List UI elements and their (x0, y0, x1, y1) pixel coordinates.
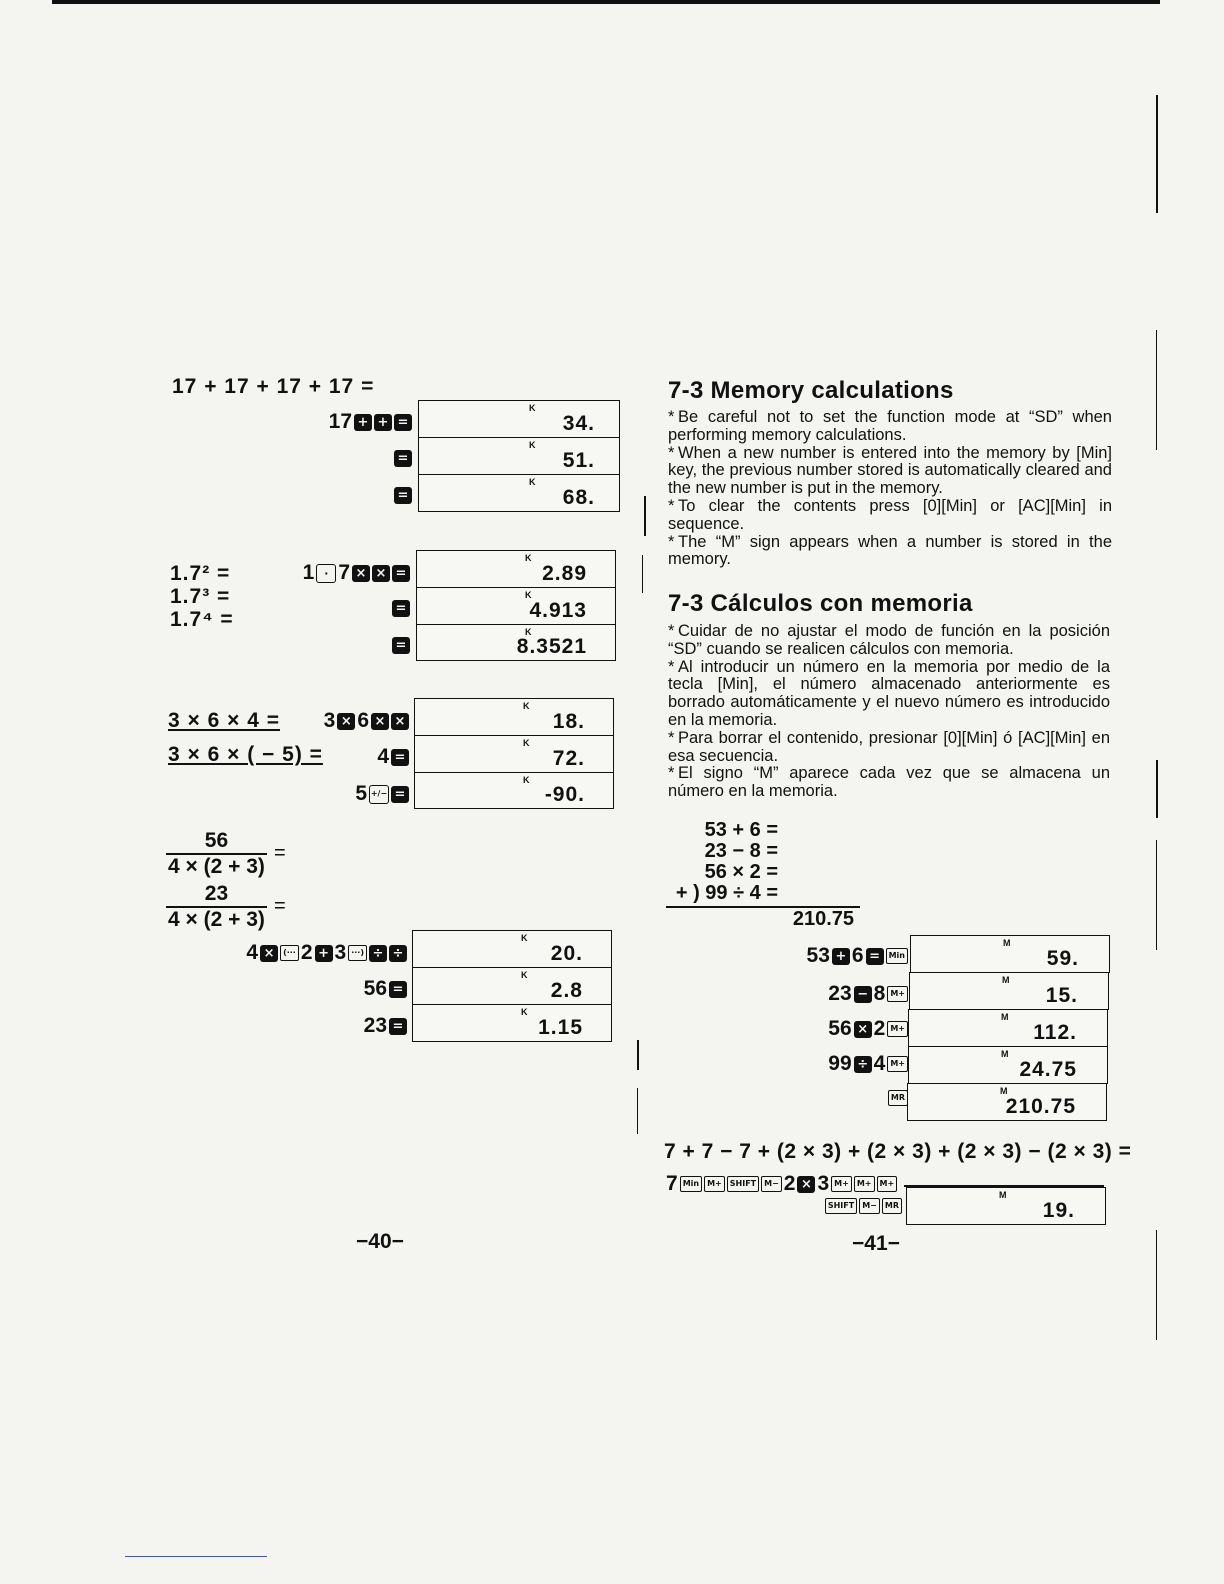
final-keys-row2 (825, 1198, 902, 1214)
note-es-4: * El signo “M” aparece cada vez que se almacena un número en la memoria. (668, 764, 1110, 801)
heading-memory-calculations: 7-3 Memory calculations (668, 377, 954, 404)
display-value: 72. (552, 747, 585, 770)
divide-key: ÷ (369, 945, 387, 962)
binding-mark (637, 1040, 639, 1070)
ex2-keys-row2 (392, 600, 410, 617)
ex2-problem-1: 1.7² = (170, 562, 231, 585)
display-value: 68. (562, 486, 595, 509)
right-margin-mark (1156, 1230, 1157, 1340)
min-key: Min (886, 948, 908, 964)
ex4-keys-row2 (364, 977, 407, 1001)
display-value: 210.75 (1005, 1095, 1076, 1118)
m-plus-key: M+ (831, 1176, 852, 1192)
display-mem-3 (908, 1009, 1108, 1047)
times-key: × (391, 713, 409, 730)
display-mem-1 (910, 935, 1110, 973)
binding-mark (642, 555, 643, 593)
display-mem-4 (908, 1046, 1108, 1084)
ex4-eq-1: = (274, 842, 286, 864)
display-ex2-1 (416, 550, 616, 588)
key-digits: 23 (363, 1014, 387, 1037)
m-indicator: M (999, 1190, 1007, 1200)
display-value: 8.3521 (516, 635, 587, 658)
k-indicator: K (529, 477, 536, 487)
key-digits: 2 (873, 1017, 886, 1040)
mr-key: MR (888, 1090, 908, 1106)
equals-key: = (389, 981, 407, 998)
note-text: The “M” sign appears when a number is stored in the memory. (668, 532, 1112, 569)
k-indicator: K (525, 553, 532, 563)
ex1-problem: 17 + 17 + 17 + 17 = (172, 375, 375, 398)
times-key: × (372, 565, 390, 582)
equals-key: = (392, 637, 410, 654)
equals-key: = (394, 414, 412, 431)
k-indicator: K (529, 403, 536, 413)
m-indicator: M (1001, 1012, 1009, 1022)
notes-english (668, 409, 1112, 569)
display-value: 34. (562, 412, 595, 435)
note-text: El signo “M” aparece cada vez que se almacena un número en la memoria. (668, 764, 1110, 801)
close-paren-key: ···) (348, 945, 367, 961)
note-en-4: * The “M” sign appears when a number is stored in the memory. (668, 532, 1112, 569)
display-value: 15. (1045, 984, 1078, 1007)
display-value: 18. (552, 710, 585, 733)
display-value: 51. (562, 449, 595, 472)
key-digits: 1 (302, 561, 315, 584)
display-ex3-2 (414, 735, 614, 773)
display-value: 112. (1033, 1021, 1077, 1044)
k-indicator: K (523, 701, 530, 711)
ex2-problem-3: 1.7⁴ = (170, 608, 234, 631)
k-indicator: K (525, 627, 532, 637)
shift-key: SHIFT (825, 1198, 857, 1214)
k-indicator: K (525, 590, 532, 600)
sum-line-1: 53 + 6 = (704, 819, 778, 841)
key-digits: 7 (666, 1172, 678, 1195)
key-digits: 23 (828, 982, 852, 1005)
k-indicator: K (523, 738, 530, 748)
shift-key: SHIFT (727, 1176, 759, 1192)
key-digits: 17 (328, 410, 352, 433)
display-ex4-3 (412, 1004, 612, 1042)
times-key: × (854, 1021, 872, 1038)
key-digits: 8 (873, 982, 886, 1005)
denominator: 4 × (2 + 3) (168, 908, 265, 931)
divide-key: ÷ (389, 945, 407, 962)
m-indicator: M (1000, 1086, 1008, 1096)
mem-keys-row2 (828, 982, 908, 1006)
m-plus-key: M+ (877, 1176, 898, 1192)
right-margin-mark (1156, 840, 1157, 950)
denominator: 4 × (2 + 3) (168, 855, 265, 878)
ex2-keys-row3 (392, 637, 410, 654)
key-digits: 56 (363, 977, 387, 1000)
numerator: 23 (204, 882, 229, 905)
ex1-keys-row2 (394, 450, 412, 467)
display-ex2-3 (416, 624, 616, 661)
key-digits: 3 (323, 709, 336, 732)
note-text: Al introducir un número en la memoria por medio de la tecla [Min], el número almacenado anteriormente es borrado automáticamente y el nuevo número es introducido en la memoria. (668, 657, 1110, 729)
mem-keys-row5 (888, 1090, 908, 1106)
key-digits: 4 (246, 941, 259, 964)
equals-key: = (394, 450, 412, 467)
plus-key: + (315, 945, 333, 962)
sum-line-4: + ) 99 ÷ 4 = (675, 882, 778, 904)
times-key: × (797, 1176, 815, 1193)
m-indicator: M (1003, 938, 1011, 948)
plus-key: + (374, 414, 392, 431)
sum-line-3: 56 × 2 = (704, 861, 778, 883)
plus-minus-key: +/− (369, 785, 389, 804)
k-indicator: K (529, 440, 536, 450)
notes-spanish (668, 623, 1110, 801)
key-digits: 2 (300, 941, 313, 964)
ex3-keys-row1 (324, 709, 409, 733)
equals-key: = (391, 749, 409, 766)
heading-calculos-con-memoria: 7-3 Cálculos con memoria (668, 590, 973, 617)
ex3-keys-row3 (355, 782, 409, 806)
plus-key: + (354, 414, 372, 431)
key-digits: 6 (357, 709, 369, 732)
note-en-1: * Be careful not to set the function mode at “SD” when performing memory calculations. (668, 408, 1112, 444)
m-minus-key: M− (859, 1198, 880, 1214)
ex1-keys-row1 (329, 410, 412, 434)
display-final (906, 1187, 1106, 1225)
ex3-keys-row2 (377, 745, 409, 769)
times-key: × (260, 945, 278, 962)
key-digits: 2 (783, 1172, 796, 1195)
m-indicator: M (1001, 1049, 1009, 1059)
mem-keys-row4 (828, 1052, 908, 1076)
right-margin-mark (1156, 95, 1158, 213)
display-value: 2.8 (550, 979, 583, 1002)
display-value: -90. (544, 783, 585, 806)
key-digits: 4 (873, 1052, 886, 1075)
page-number-right: −41− (852, 1232, 900, 1255)
note-es-2: * Al introducir un número en la memoria por medio de la tecla [Min], el número almacenado anteriormente es borrado automáticamente y el nuevo número es introducido en la memoria. (668, 657, 1110, 729)
times-key: × (352, 565, 370, 582)
right-margin-mark (1156, 330, 1157, 450)
equals-key: = (392, 565, 410, 582)
key-digits: 6 (851, 944, 864, 967)
display-ex1-2 (418, 437, 620, 475)
note-text: Para borrar el contenido, presionar [0][Min] ó [AC][Min] en esa secuencia. (668, 728, 1110, 765)
equals-key: = (394, 487, 412, 504)
ex4-fraction-1 (166, 829, 267, 879)
equals-key: = (866, 948, 884, 965)
ex4-keys-row3 (364, 1014, 407, 1038)
open-paren-key: (··· (280, 945, 299, 961)
scan-artifact-line (125, 1556, 267, 1557)
display-ex4-1 (412, 930, 612, 968)
ex3-problem-2: 3 × 6 × ( − 5) = (168, 743, 323, 766)
equals-key: = (391, 786, 409, 803)
k-indicator: K (521, 970, 528, 980)
note-text: To clear the contents press [0][Min] or [AC][Min] in sequence. (668, 496, 1112, 533)
display-mem-2 (909, 972, 1109, 1010)
final-keys-row1 (666, 1172, 897, 1196)
key-digits: 53 (806, 944, 830, 967)
m-plus-key: M+ (887, 986, 908, 1002)
ex3-problem-1: 3 × 6 × 4 = (168, 709, 281, 732)
m-minus-key: M− (761, 1176, 782, 1192)
ex4-fraction-2 (166, 882, 267, 932)
binding-mark (644, 496, 646, 536)
note-text: Cuidar de no ajustar el modo de función en la posición “SD” cuando se realicen cálculos con memoria. (668, 622, 1110, 658)
display-ex2-2 (416, 587, 616, 625)
right-margin-mark (1156, 760, 1158, 818)
display-ex1-1 (418, 400, 620, 438)
note-es-1: * Cuidar de no ajustar el modo de función en la posición “SD” cuando se realicen cálculos con memoria. (668, 622, 1110, 658)
numerator: 56 (204, 829, 229, 852)
display-ex4-2 (412, 967, 612, 1005)
top-border (52, 0, 1160, 4)
display-value: 1.15 (538, 1016, 583, 1039)
key-digits: 99 (828, 1052, 852, 1075)
ex1-keys-row3 (394, 487, 412, 504)
k-indicator: K (523, 775, 530, 785)
m-indicator: M (1002, 975, 1010, 985)
ex2-problem-2: 1.7³ = (170, 585, 231, 608)
note-text: Be careful not to set the function mode at “SD” when performing memory calculations. (668, 408, 1112, 444)
note-es-3: * Para borrar el contenido, presionar [0][Min] ó [AC][Min] en esa secuencia. (668, 728, 1110, 765)
m-plus-key: M+ (887, 1021, 908, 1037)
sum-total: 210.75 (792, 908, 854, 930)
mem-keys-row1 (807, 944, 908, 968)
ex4-eq-2: = (274, 895, 286, 917)
times-key: × (337, 713, 355, 730)
m-plus-key: M+ (854, 1176, 875, 1192)
note-en-3: * To clear the contents press [0][Min] or [AC][Min] in sequence. (668, 496, 1112, 533)
m-plus-key: M+ (887, 1056, 908, 1072)
display-value: 24.75 (1019, 1058, 1077, 1081)
minus-key: − (854, 986, 872, 1003)
ex2-keys-row1 (303, 561, 410, 585)
binding-mark (637, 1088, 638, 1134)
k-indicator: K (521, 933, 528, 943)
display-ex3-3 (414, 772, 614, 809)
page-number-left: −40− (356, 1230, 404, 1253)
key-digits: 7 (338, 561, 350, 584)
key-digits: 4 (377, 745, 389, 768)
times-key: × (371, 713, 389, 730)
k-indicator: K (521, 1007, 528, 1017)
ex4-keys-row1 (246, 941, 407, 965)
sum-line-2: 23 − 8 = (704, 840, 778, 862)
display-value: 20. (550, 942, 583, 965)
note-text: When a new number is entered into the memory by [Min] key, the previous number stored is automatically cleared and the new number is put in the memory. (668, 443, 1112, 498)
key-digits: 3 (334, 941, 347, 964)
min-key: Min (680, 1176, 702, 1192)
display-ex3-1 (414, 698, 614, 736)
display-value: 59. (1046, 947, 1079, 970)
display-value: 4.913 (529, 599, 587, 622)
display-value: 19. (1042, 1199, 1075, 1222)
mem-keys-row3 (828, 1017, 908, 1041)
key-digits: 56 (828, 1017, 852, 1040)
equals-key: = (392, 600, 410, 617)
decimal-point-key: · (316, 564, 336, 583)
mr-key: MR (882, 1198, 902, 1214)
plus-key: + (832, 948, 850, 965)
display-mem-5 (907, 1083, 1107, 1121)
equals-key: = (389, 1018, 407, 1035)
key-digits: 3 (817, 1172, 830, 1195)
note-en-2: * When a new number is entered into the memory by [Min] key, the previous number stored is automatically cleared and the new number is put in the memory. (668, 443, 1112, 498)
divide-key: ÷ (854, 1056, 872, 1073)
display-ex1-3 (418, 474, 620, 512)
final-problem: 7 + 7 − 7 + (2 × 3) + (2 × 3) + (2 × 3) − (2 × 3) = (664, 1140, 1132, 1163)
key-digits: 5 (355, 782, 367, 805)
m-plus-key: M+ (704, 1176, 725, 1192)
display-value: 2.89 (542, 562, 587, 585)
